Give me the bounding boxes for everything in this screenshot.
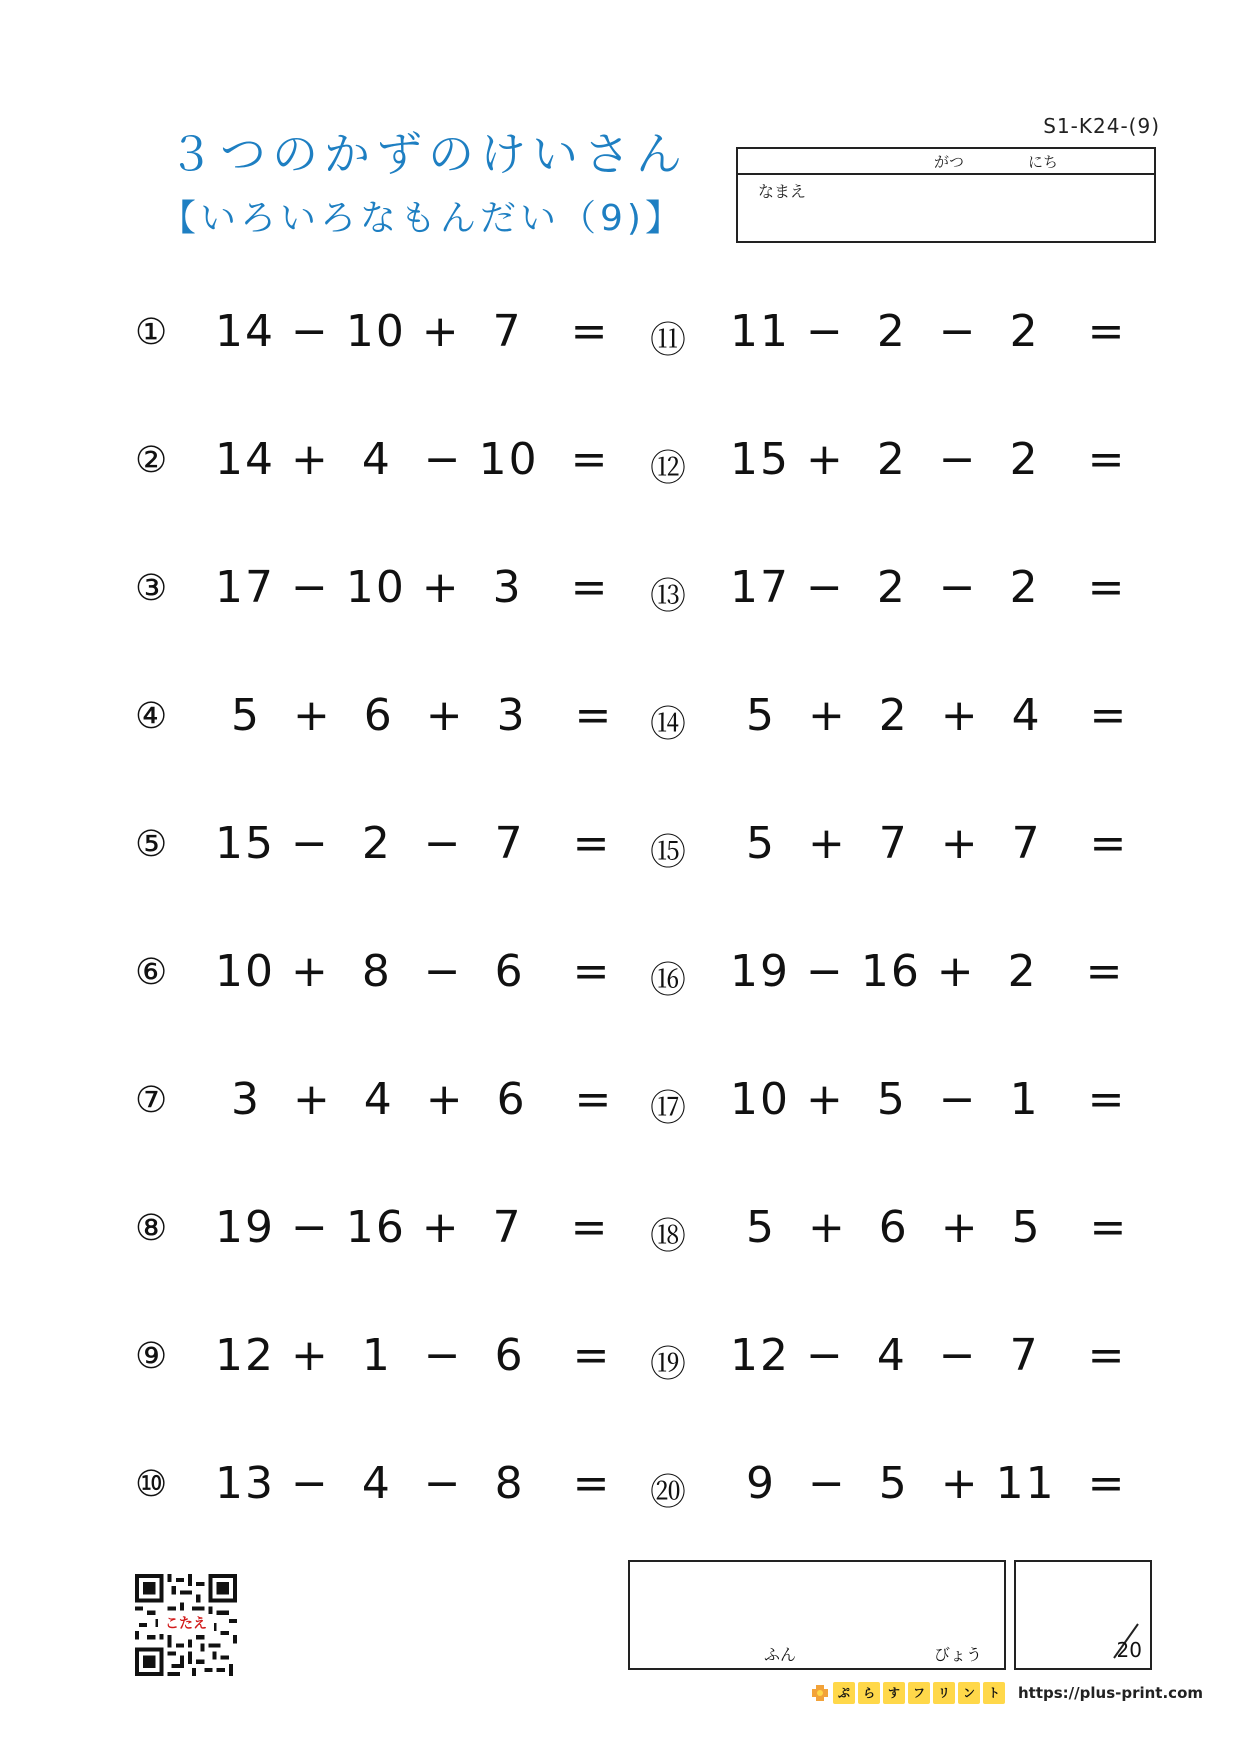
brand-tile: フ: [908, 1682, 930, 1704]
problem-number: ⑧: [135, 1208, 168, 1249]
problem-number: ⑱: [650, 1216, 687, 1257]
worksheet-code: S1-K24-(9): [1043, 114, 1160, 138]
problem-number: ③: [135, 568, 168, 609]
problem-number: ⑮: [650, 832, 687, 873]
problem-number: ④: [135, 696, 168, 737]
month-label: がつ: [934, 153, 965, 171]
brand-tile: ン: [958, 1682, 980, 1704]
brand-tile: ぷ: [833, 1682, 855, 1704]
problem-expression: 12 − 4 − 7 =: [730, 1330, 1127, 1381]
problem-expression: 11 − 2 − 2 =: [730, 306, 1127, 357]
problem-number: ⑤: [135, 824, 168, 865]
problem-number: ⑥: [135, 952, 168, 993]
problem-number: ②: [135, 440, 168, 481]
answer-link-label[interactable]: こたえ: [158, 1614, 214, 1634]
seconds-label: びょう: [934, 1645, 983, 1664]
problem-expression: 5 + 7 + 7 =: [730, 818, 1129, 869]
page-subtitle: 【いろいろなもんだい（9)】: [160, 198, 685, 239]
problem-expression: 14 + 4 − 10 =: [215, 434, 610, 485]
page-title: ３つのかずのけいさん: [168, 127, 688, 181]
score-box: [1014, 1560, 1152, 1670]
problem-expression: 19 − 16 + 7 =: [215, 1202, 610, 1253]
problem-number: ⑦: [135, 1080, 168, 1121]
time-box: [628, 1560, 1006, 1670]
problem-number: ⑲: [650, 1344, 687, 1385]
problem-number: ⑬: [650, 576, 687, 617]
problem-expression: 3 + 4 + 6 =: [215, 1074, 614, 1125]
problem-number: ⑳: [650, 1472, 687, 1513]
problem-expression: 5 + 6 + 5 =: [730, 1202, 1129, 1253]
brand-url-link[interactable]: https://plus-print.com: [1018, 1684, 1204, 1702]
puzzle-logo-icon: [810, 1683, 830, 1703]
problem-expression: 5 + 2 + 4 =: [730, 690, 1129, 741]
date-row: [738, 149, 1154, 175]
problem-number: ⑰: [650, 1088, 687, 1129]
brand-tile: す: [883, 1682, 905, 1704]
day-label: にち: [1028, 153, 1059, 171]
problem-number: ⑫: [650, 448, 687, 489]
problem-expression: 10 + 8 − 6 =: [215, 946, 612, 997]
problem-expression: 15 + 2 − 2 =: [730, 434, 1127, 485]
score-total: 20: [1116, 1638, 1142, 1662]
problem-number: ①: [135, 312, 168, 353]
problem-number: ⑨: [135, 1336, 168, 1377]
problem-expression: 14 − 10 + 7 =: [215, 306, 610, 357]
minutes-label: ふん: [764, 1645, 797, 1664]
problem-number: ⑩: [135, 1464, 168, 1505]
name-label: なまえ: [758, 182, 807, 201]
problem-expression: 9 − 5 + 11 =: [730, 1458, 1127, 1509]
problem-expression: 17 − 2 − 2 =: [730, 562, 1127, 613]
name-date-box: [736, 147, 1156, 243]
problem-number: ⑪: [650, 320, 687, 361]
brand-tile: ら: [858, 1682, 880, 1704]
brand-footer: [810, 1680, 1203, 1706]
problem-expression: 19 − 16 + 2 =: [730, 946, 1125, 997]
problem-expression: 5 + 6 + 3 =: [215, 690, 614, 741]
problem-expression: 13 − 4 − 8 =: [215, 1458, 612, 1509]
problem-expression: 15 − 2 − 7 =: [215, 818, 612, 869]
problem-expression: 12 + 1 − 6 =: [215, 1330, 612, 1381]
brand-tile: ト: [983, 1682, 1005, 1704]
problem-expression: 10 + 5 − 1 =: [730, 1074, 1127, 1125]
problem-number: ⑯: [650, 960, 687, 1001]
problem-number: ⑭: [650, 704, 687, 745]
brand-tile: リ: [933, 1682, 955, 1704]
problem-expression: 17 − 10 + 3 =: [215, 562, 610, 613]
